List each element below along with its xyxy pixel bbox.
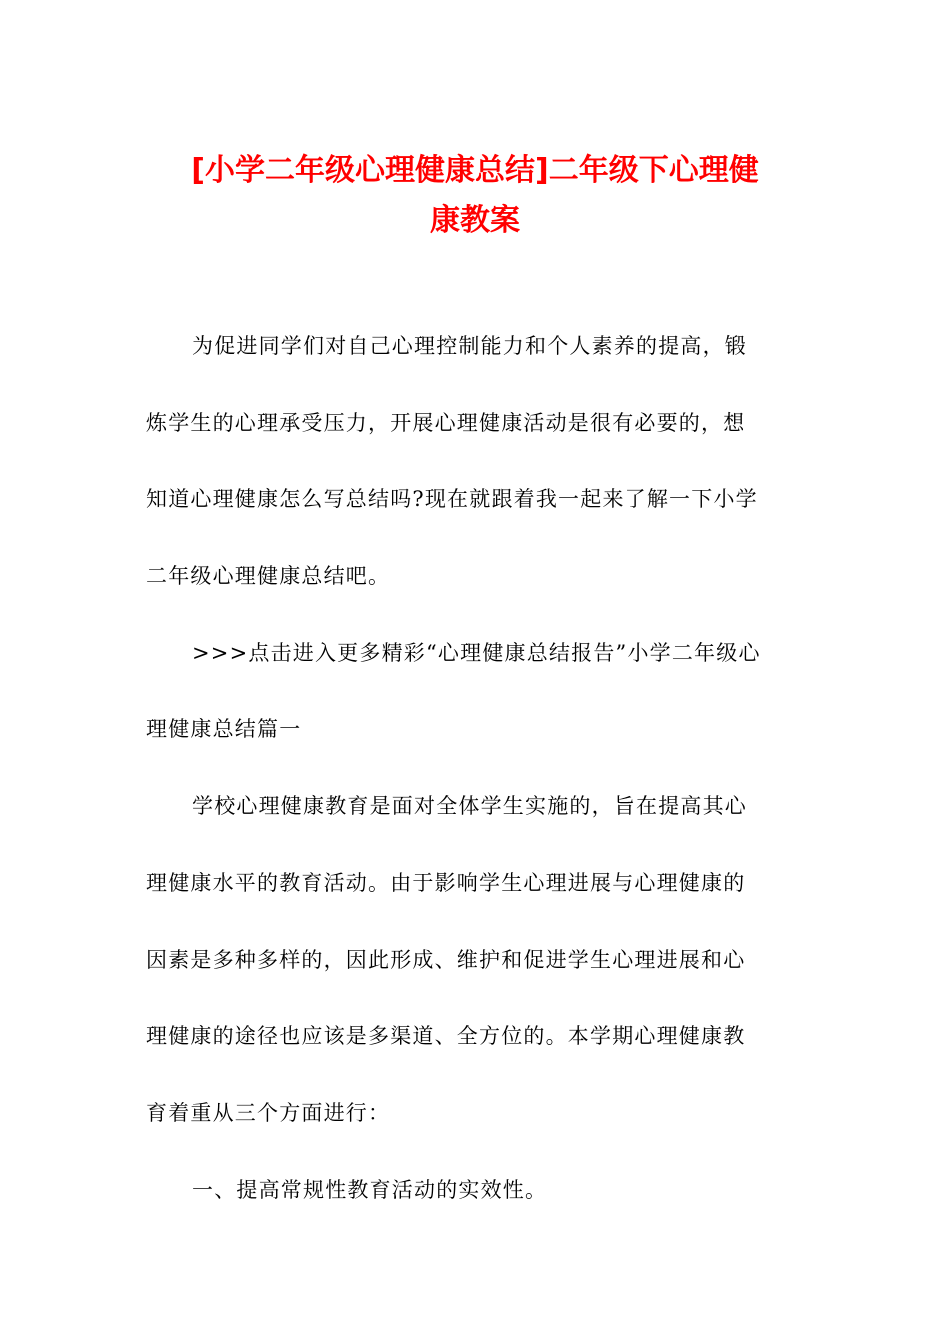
body-line: 知道心理健康怎么写总结吗?现在就跟着我一起来了解一下小学 [146,487,758,512]
body-line-link-text: >>>点击进入更多精彩“心理健康总结报告”小学二年级心 [192,640,761,665]
body-line: 为促进同学们对自己心理控制能力和个人素养的提高，锻 [192,334,747,358]
body-line: 理健康的途径也应该是多渠道、全方位的。本学期心理健康教 [146,1024,746,1049]
title-line-2: 康教案 [430,203,520,238]
section-heading: 一、提高常规性教育活动的实效性。 [192,1177,548,1202]
title-line-1: [小学二年级心理健康总结]二年级下心理健 [191,153,759,188]
document-title [120,146,830,246]
body-line: 学校心理健康教育是面对全体学生实施的，旨在提高其心 [192,794,747,819]
body-line: 育着重从三个方面进行： [146,1100,391,1125]
body-line: 因素是多种多样的，因此形成、维护和促进学生心理进展和心 [146,947,746,972]
body-line: 理健康总结篇一 [146,717,302,742]
body-line: 理健康水平的教育活动。由于影响学生心理进展与心理健康的 [146,870,746,895]
document-body [146,327,806,1247]
body-line: 炼学生的心理承受压力，开展心理健康活动是很有必要的，想 [146,410,746,435]
body-line: 二年级心理健康总结吧。 [146,564,391,589]
